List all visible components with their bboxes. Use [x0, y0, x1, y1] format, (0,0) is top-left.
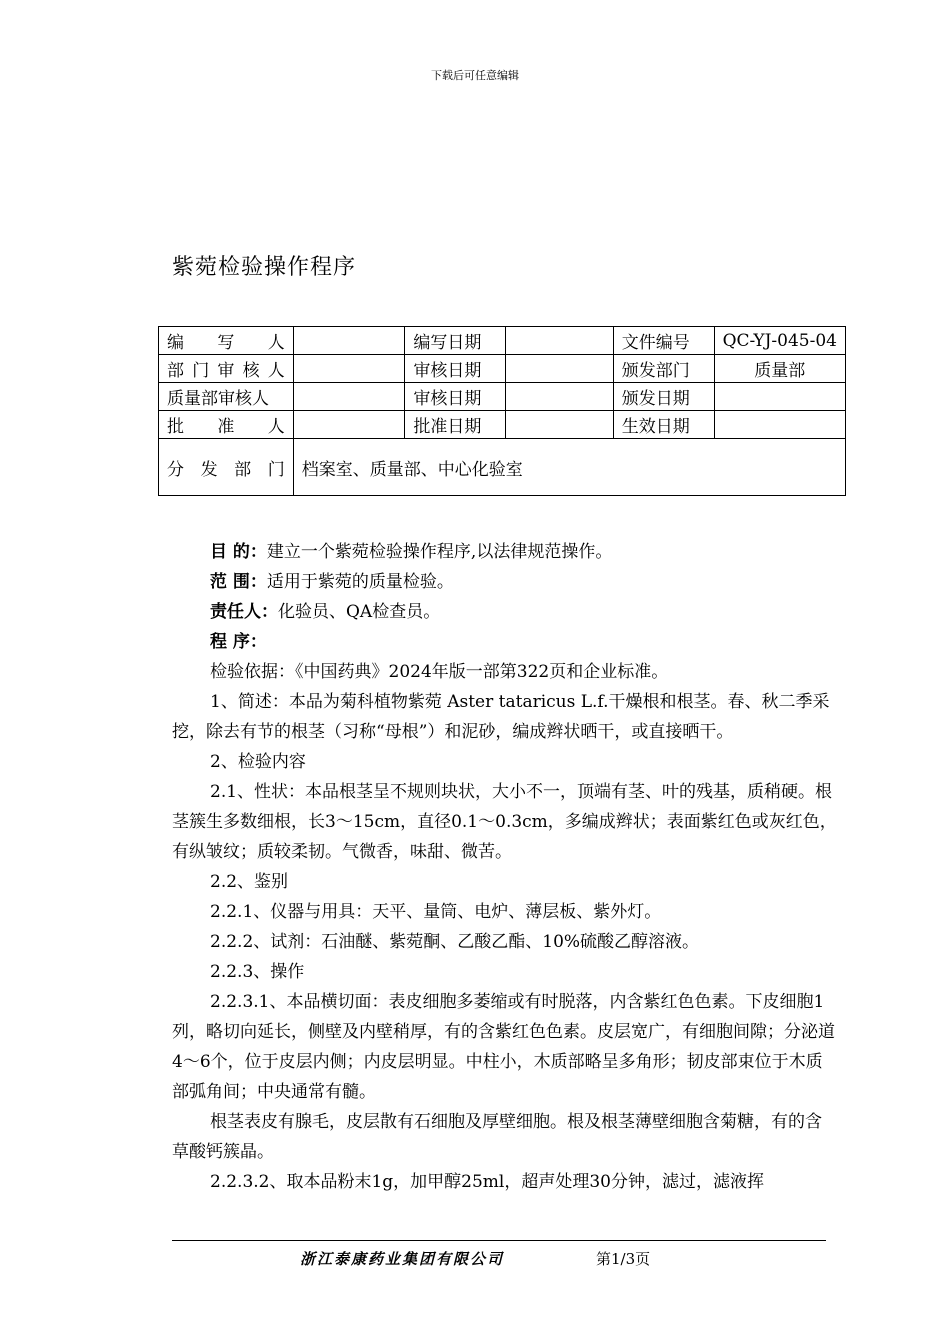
page-number: 第1/3页 [596, 1250, 651, 1268]
write-date-value [506, 327, 614, 355]
review-date-value [506, 355, 614, 383]
table-row [159, 411, 846, 439]
write-date-label: 编写日期 [405, 327, 506, 355]
responsibility-label: 责任人： [210, 602, 278, 622]
footer-divider [172, 1240, 826, 1241]
distribution-value: 档案室、质量部、中心化验室 [293, 439, 845, 496]
document-title: 紫菀检验操作程序 [172, 255, 357, 280]
section-heading: 2.2、鉴别 [210, 872, 289, 892]
section-heading: 2.2.3、操作 [210, 962, 305, 982]
responsibility-text: 化验员、QA检查员。 [278, 602, 441, 622]
table-row [159, 327, 846, 355]
paragraph: 2.2.1、仪器与用具：天平、量筒、电炉、薄层板、紫外灯。 [210, 902, 662, 922]
table-row [159, 439, 846, 496]
approver-value [293, 411, 405, 439]
approver-label: 批 准 人 [159, 411, 294, 439]
document-body [172, 537, 838, 1197]
approve-date-label: 批准日期 [405, 411, 506, 439]
purpose-text: 建立一个紫菀检验操作程序,以法律规范操作。 [266, 542, 613, 562]
effective-date-value [714, 411, 845, 439]
dept-reviewer-value [293, 355, 405, 383]
issue-date-label: 颁发日期 [613, 383, 714, 411]
author-label: 编 写 人 [159, 327, 294, 355]
paragraph: 1、简述：本品为菊科植物紫菀 Aster tataricus L.f.干燥根和根茎。春、秋二季采挖，除去有节的根茎（习称“母根”）和泥砂，编成辫状晒干，或直接晒干。 [172, 692, 830, 742]
qa-review-date-value [506, 383, 614, 411]
responsibility-line [172, 597, 838, 627]
table-row [159, 355, 846, 383]
approval-table [158, 326, 846, 496]
paragraph: 2.2.3.2、取本品粉末1g，加甲醇25ml，超声处理30分钟，滤过，滤液挥 [210, 1172, 764, 1192]
approve-date-value [506, 411, 614, 439]
paragraph: 检验依据：《中国药典》2024年版一部第322页和企业标准。 [210, 662, 669, 682]
company-name: 浙江泰康药业集团有限公司 [300, 1250, 505, 1268]
header-note: 下载后可任意编辑 [431, 69, 519, 82]
issuing-dept-value: 质量部 [714, 355, 845, 383]
qa-reviewer-label: 质量部审核人 [159, 383, 294, 411]
procedure-label: 程 序： [210, 632, 267, 652]
doc-number-value: QC-YJ-045-04 [714, 327, 845, 355]
section-heading: 2、检验内容 [210, 752, 306, 772]
scope-text: 适用于紫菀的质量检验。 [266, 572, 454, 592]
doc-number-label: 文件编号 [613, 327, 714, 355]
paragraph: 2.2.2、试剂：石油醚、紫菀酮、乙酸乙酯、10%硫酸乙醇溶液。 [210, 932, 700, 952]
review-date-label: 审核日期 [405, 355, 506, 383]
purpose-label: 目 的： [210, 542, 267, 562]
effective-date-label: 生效日期 [613, 411, 714, 439]
distribution-label: 分 发 部 门 [159, 439, 294, 496]
procedure-line [172, 627, 838, 657]
qa-review-date-label: 审核日期 [405, 383, 506, 411]
issue-date-value [714, 383, 845, 411]
paragraph: 2.1、性状：本品根茎呈不规则块状，大小不一，顶端有茎、叶的残基，质稍硬。根茎簇生多数细根，长3～15cm，直径0.1～0.3cm，多编成辫状；表面紫红色或灰红色，有纵皱纹；质较柔韧。气微香，味甜、微苦。 [172, 782, 837, 862]
author-value [293, 327, 405, 355]
table-row [159, 383, 846, 411]
purpose-line [172, 537, 838, 567]
issuing-dept-label: 颁发部门 [613, 355, 714, 383]
paragraph: 根茎表皮有腺毛，皮层散有石细胞及厚壁细胞。根及根茎薄壁细胞含菊糖，有的含草酸钙簇晶。 [172, 1112, 822, 1162]
dept-reviewer-label: 部 门 审 核 人 [159, 355, 294, 383]
qa-reviewer-value [293, 383, 405, 411]
scope-label: 范 围： [210, 572, 267, 592]
paragraph: 2.2.3.1、本品横切面：表皮细胞多萎缩或有时脱落，内含紫红色色素。下皮细胞1列，略切向延长，侧壁及内壁稍厚，有的含紫红色色素。皮层宽广，有细胞间隙；分泌道4～6个，位于皮层内侧；内皮层明显。中柱小，木质部略呈多角形；韧皮部束位于木质部弧角间；中央通常有髓。 [172, 992, 835, 1102]
scope-line [172, 567, 838, 597]
